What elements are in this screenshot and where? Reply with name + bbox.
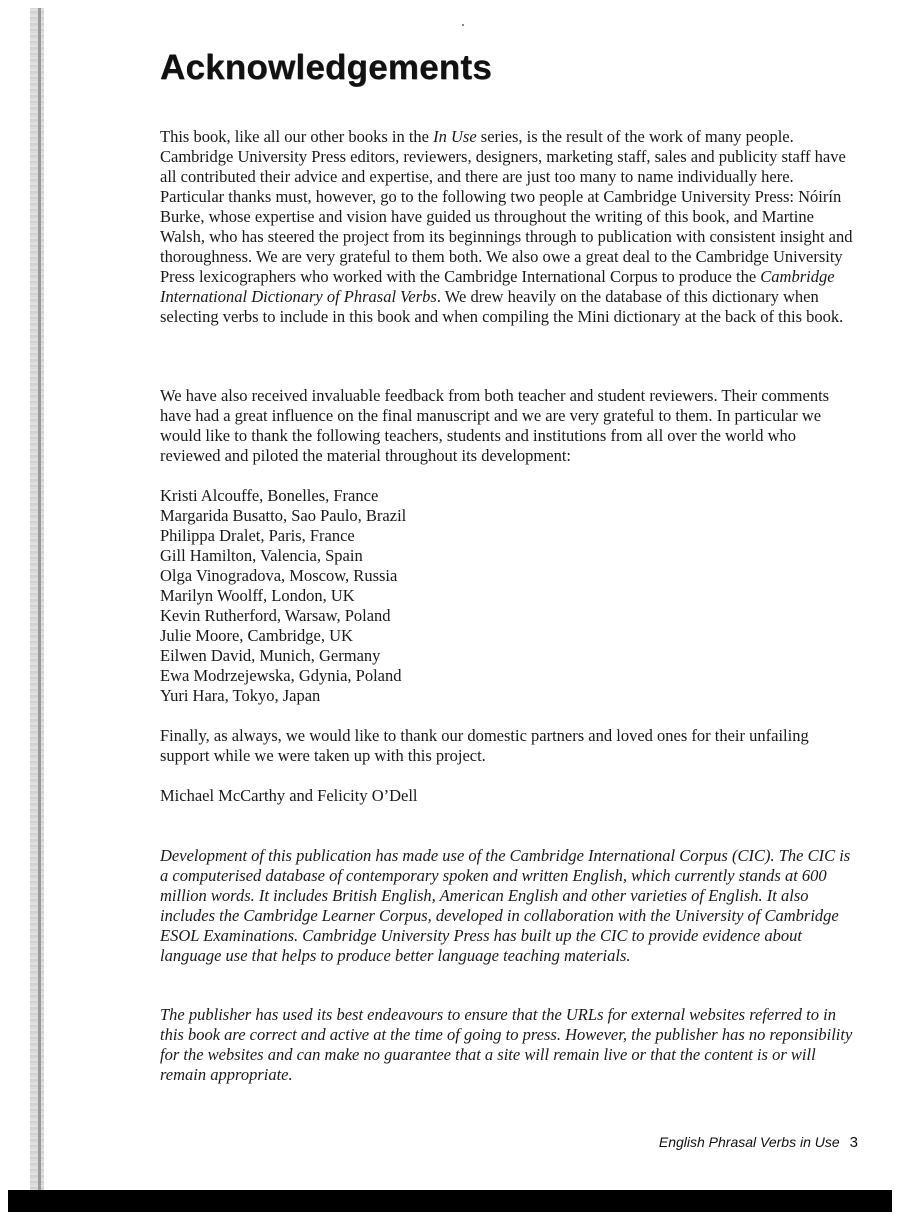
reviewers-paragraph: We have also received invaluable feedback from both teacher and student reviewers. Their comments have had a great influence on the final manuscript and we are very grateful to them. In particular we would like to thank the following teachers, students and institutions from all over the world who reviewed and piloted the material throughout its development:	[160, 386, 830, 465]
url-disclaimer: The publisher has used its best endeavours to ensure that the URLs for external websites referred to in this book are correct and active at the time of going to press. However, the publisher has no reponsibility for the websites and can make no guarantee that a site will remain live or that the content is or will remain appropriate.	[160, 1005, 853, 1084]
reviewer-list	[160, 486, 406, 706]
page-number: 3	[849, 1134, 858, 1151]
list-item: Marilyn Woolff, London, UK	[160, 586, 355, 605]
list-item: Margarida Busatto, Sao Paulo, Brazil	[160, 506, 407, 525]
scan-speck	[462, 24, 464, 26]
list-item: Julie Moore, Cambridge, UK	[160, 626, 353, 645]
list-item: Ewa Modrzejewska, Gdynia, Poland	[160, 666, 402, 685]
footer-book-title: English Phrasal Verbs in Use	[658, 1134, 840, 1150]
page-title: Acknowledgements	[160, 48, 492, 87]
list-item: Yuri Hara, Tokyo, Japan	[160, 686, 321, 705]
closing-paragraph: Finally, as always, we would like to thank our domestic partners and loved ones for their unfailing support while we were taken up with this project.	[160, 726, 809, 765]
list-item: Olga Vinogradova, Moscow, Russia	[160, 566, 398, 585]
scan-binding-edge	[30, 8, 44, 1193]
page-content	[160, 48, 860, 1084]
intro-paragraph	[160, 127, 860, 327]
scan-binding-line	[38, 8, 41, 1193]
list-item: Philippa Dralet, Paris, France	[160, 526, 355, 545]
corpus-note: Development of this publication has made use of the Cambridge International Corpus (CIC). The CIC is a computerised database of contemporary spoken and written English, which currently stands at 600 million words. It includes British English, American English and other varieties of English. It also includes the Cambridge Learner Corpus, developed in collaboration with the University of Cambridge ESOL Examinations. Cambridge University Press has built up the CIC to provide evidence about language use that helps to produce better language teaching materials.	[160, 846, 851, 965]
intro-text-end: . We drew heavily on the database of this dictionary when selecting verbs to include in this book and when compiling the Mini dictionary at the back of this book.	[160, 287, 844, 326]
dictionary-title: Cambridge International Dictionary of Phrasal Verbs	[160, 267, 835, 306]
intro-text-start: This book, like all our other books in the	[160, 127, 434, 146]
intro-text-middle: series, is the result of the work of many people. Cambridge University Press editors, reviewers, designers, marketing staff, sales and publicity staff have all contributed their advice and expertise, and there are just too many to name individually here. Particular thanks must, however, go to the following two people at Cambridge University Press: Nóirín Burke, whose expertise and vision have guided us throughout the writing of this book, and Martine Walsh, who has steered the project from its beginnings through to publication with consistent insight and thoroughness. We are very grateful to them both. We also owe a great deal to the Cambridge University Press lexicographers who worked with the Cambridge International Corpus to produce the	[160, 127, 853, 286]
list-item: Kristi Alcouffe, Bonelles, France	[160, 486, 379, 505]
list-item: Kevin Rutherford, Warsaw, Poland	[160, 606, 391, 625]
series-title: In Use	[433, 127, 477, 146]
page-footer	[640, 1134, 858, 1151]
list-item: Gill Hamilton, Valencia, Spain	[160, 546, 363, 565]
scan-bottom-bar	[8, 1190, 892, 1212]
author-signoff: Michael McCarthy and Felicity O’Dell	[160, 786, 418, 805]
list-item: Eilwen David, Munich, Germany	[160, 646, 381, 665]
